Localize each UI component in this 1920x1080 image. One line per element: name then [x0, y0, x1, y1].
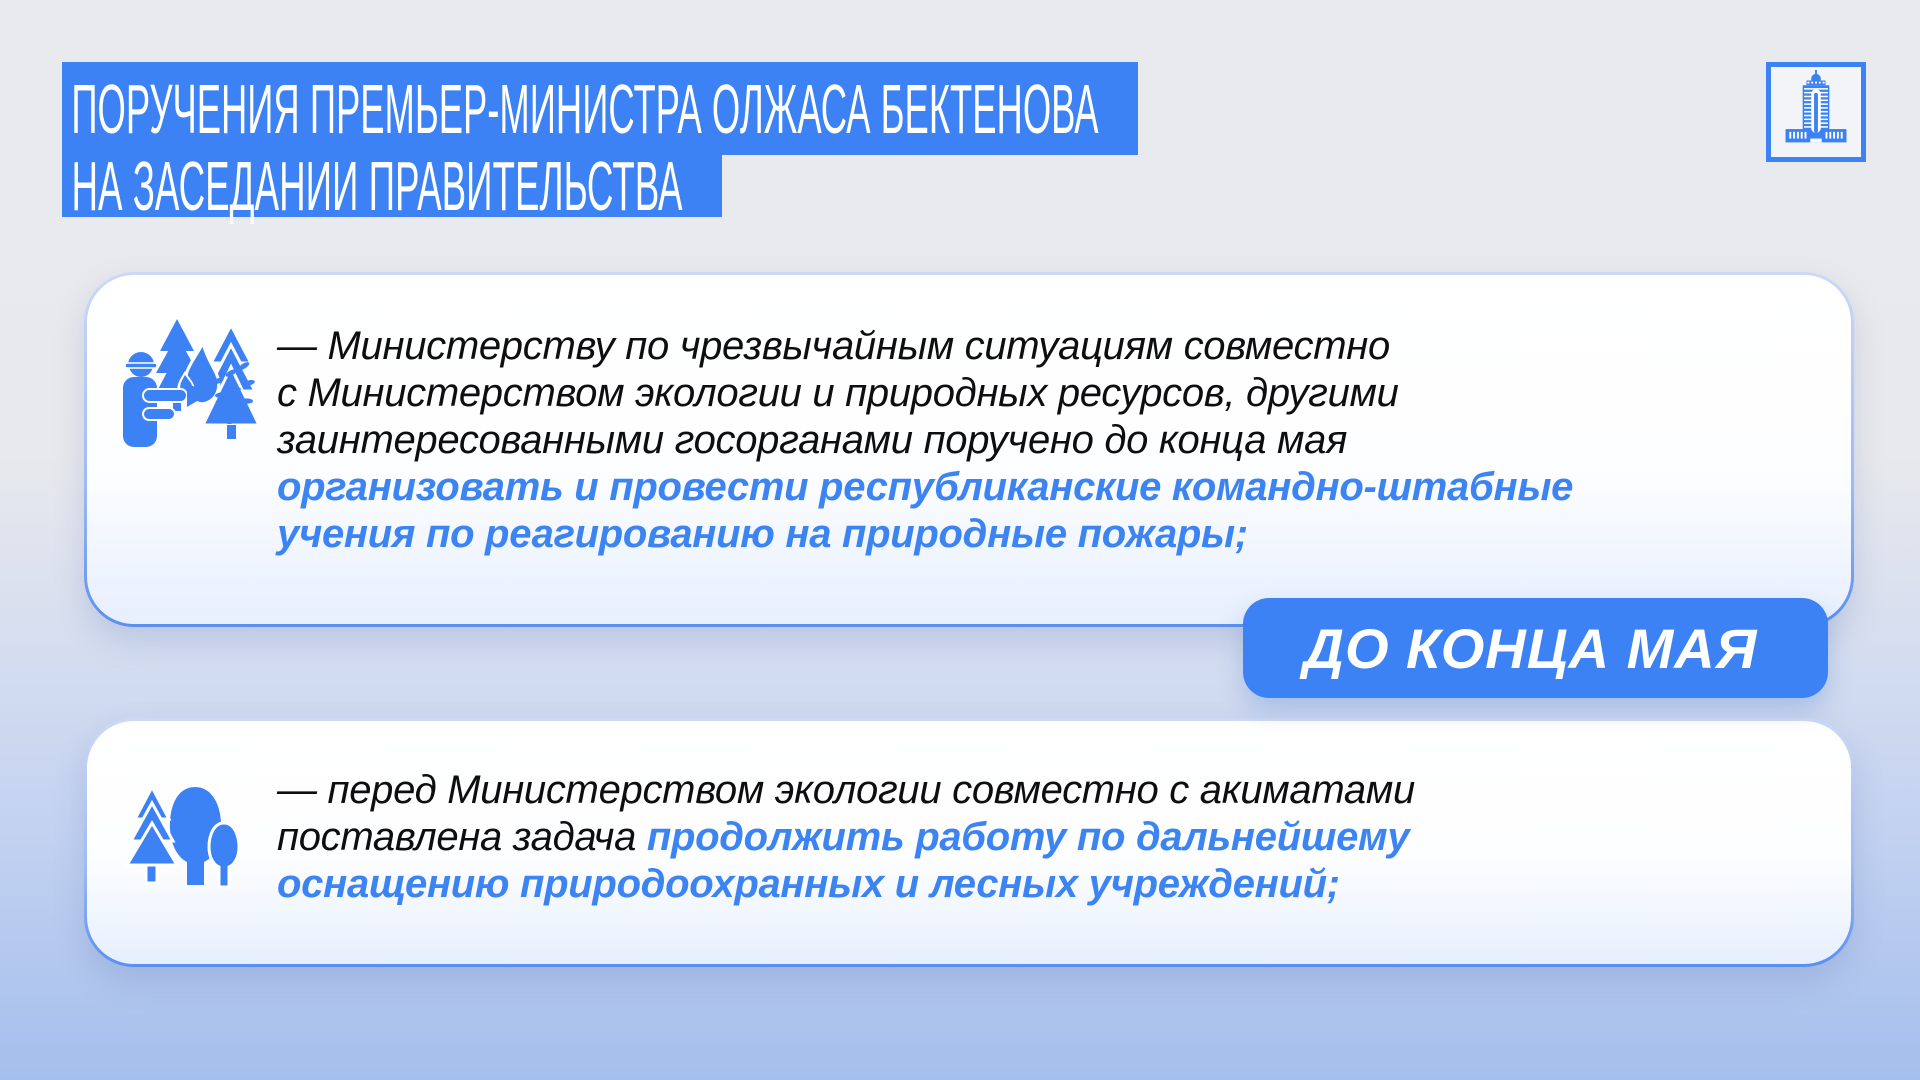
text-line	[277, 417, 1817, 464]
text-line	[277, 511, 1817, 558]
card-emergency-exercises-text	[277, 323, 1817, 558]
text-line	[277, 323, 1817, 370]
text-line	[277, 464, 1817, 511]
card-ecology-equipment	[84, 718, 1854, 967]
header-title-line2: НА ЗАСЕДАНИИ ПРАВИТЕЛЬСТВА	[71, 147, 683, 225]
deadline-badge	[1243, 598, 1828, 698]
card-emergency-exercises	[84, 272, 1854, 627]
body-text: заинтересованными госорганами поручено до конца мая	[277, 418, 1348, 462]
card-emergency-exercises-body	[87, 275, 1851, 624]
body-text: с Министерством экологии и природных ресурсов, другими	[277, 371, 1399, 415]
card-ecology-equipment-body	[87, 721, 1851, 964]
body-text: — Министерству по чрезвычайным ситуациям совместно	[277, 324, 1390, 368]
highlighted-text: продолжить работу по дальнейшему	[646, 815, 1410, 859]
highlighted-text: организовать и провести республиканские командно-штабные	[277, 465, 1574, 509]
highlighted-text: учения по реагированию на природные пожары;	[277, 512, 1248, 556]
government-logo	[1766, 62, 1866, 162]
government-building-icon	[1785, 70, 1847, 155]
card-ecology-equipment-text	[277, 767, 1817, 908]
body-text: — перед Министерством экологии совместно с акиматами	[277, 768, 1415, 812]
text-line	[277, 370, 1817, 417]
text-line	[277, 814, 1817, 861]
header-title-line1-box	[62, 62, 1138, 155]
firefighter-forest-fire-icon	[115, 313, 265, 468]
text-line	[277, 767, 1817, 814]
header-title-line2-box	[62, 147, 722, 225]
forest-trees-icon	[117, 773, 242, 903]
text-line	[277, 861, 1817, 908]
highlighted-text: оснащению природоохранных и лесных учреждений;	[277, 862, 1340, 906]
deadline-badge-label: ДО КОНЦА МАЯ	[1303, 616, 1758, 680]
body-text: поставлена задача	[277, 815, 647, 859]
header-title-line1: ПОРУЧЕНИЯ ПРЕМЬЕР-МИНИСТРА ОЛЖАСА БЕКТЕНОВА	[71, 69, 1099, 148]
